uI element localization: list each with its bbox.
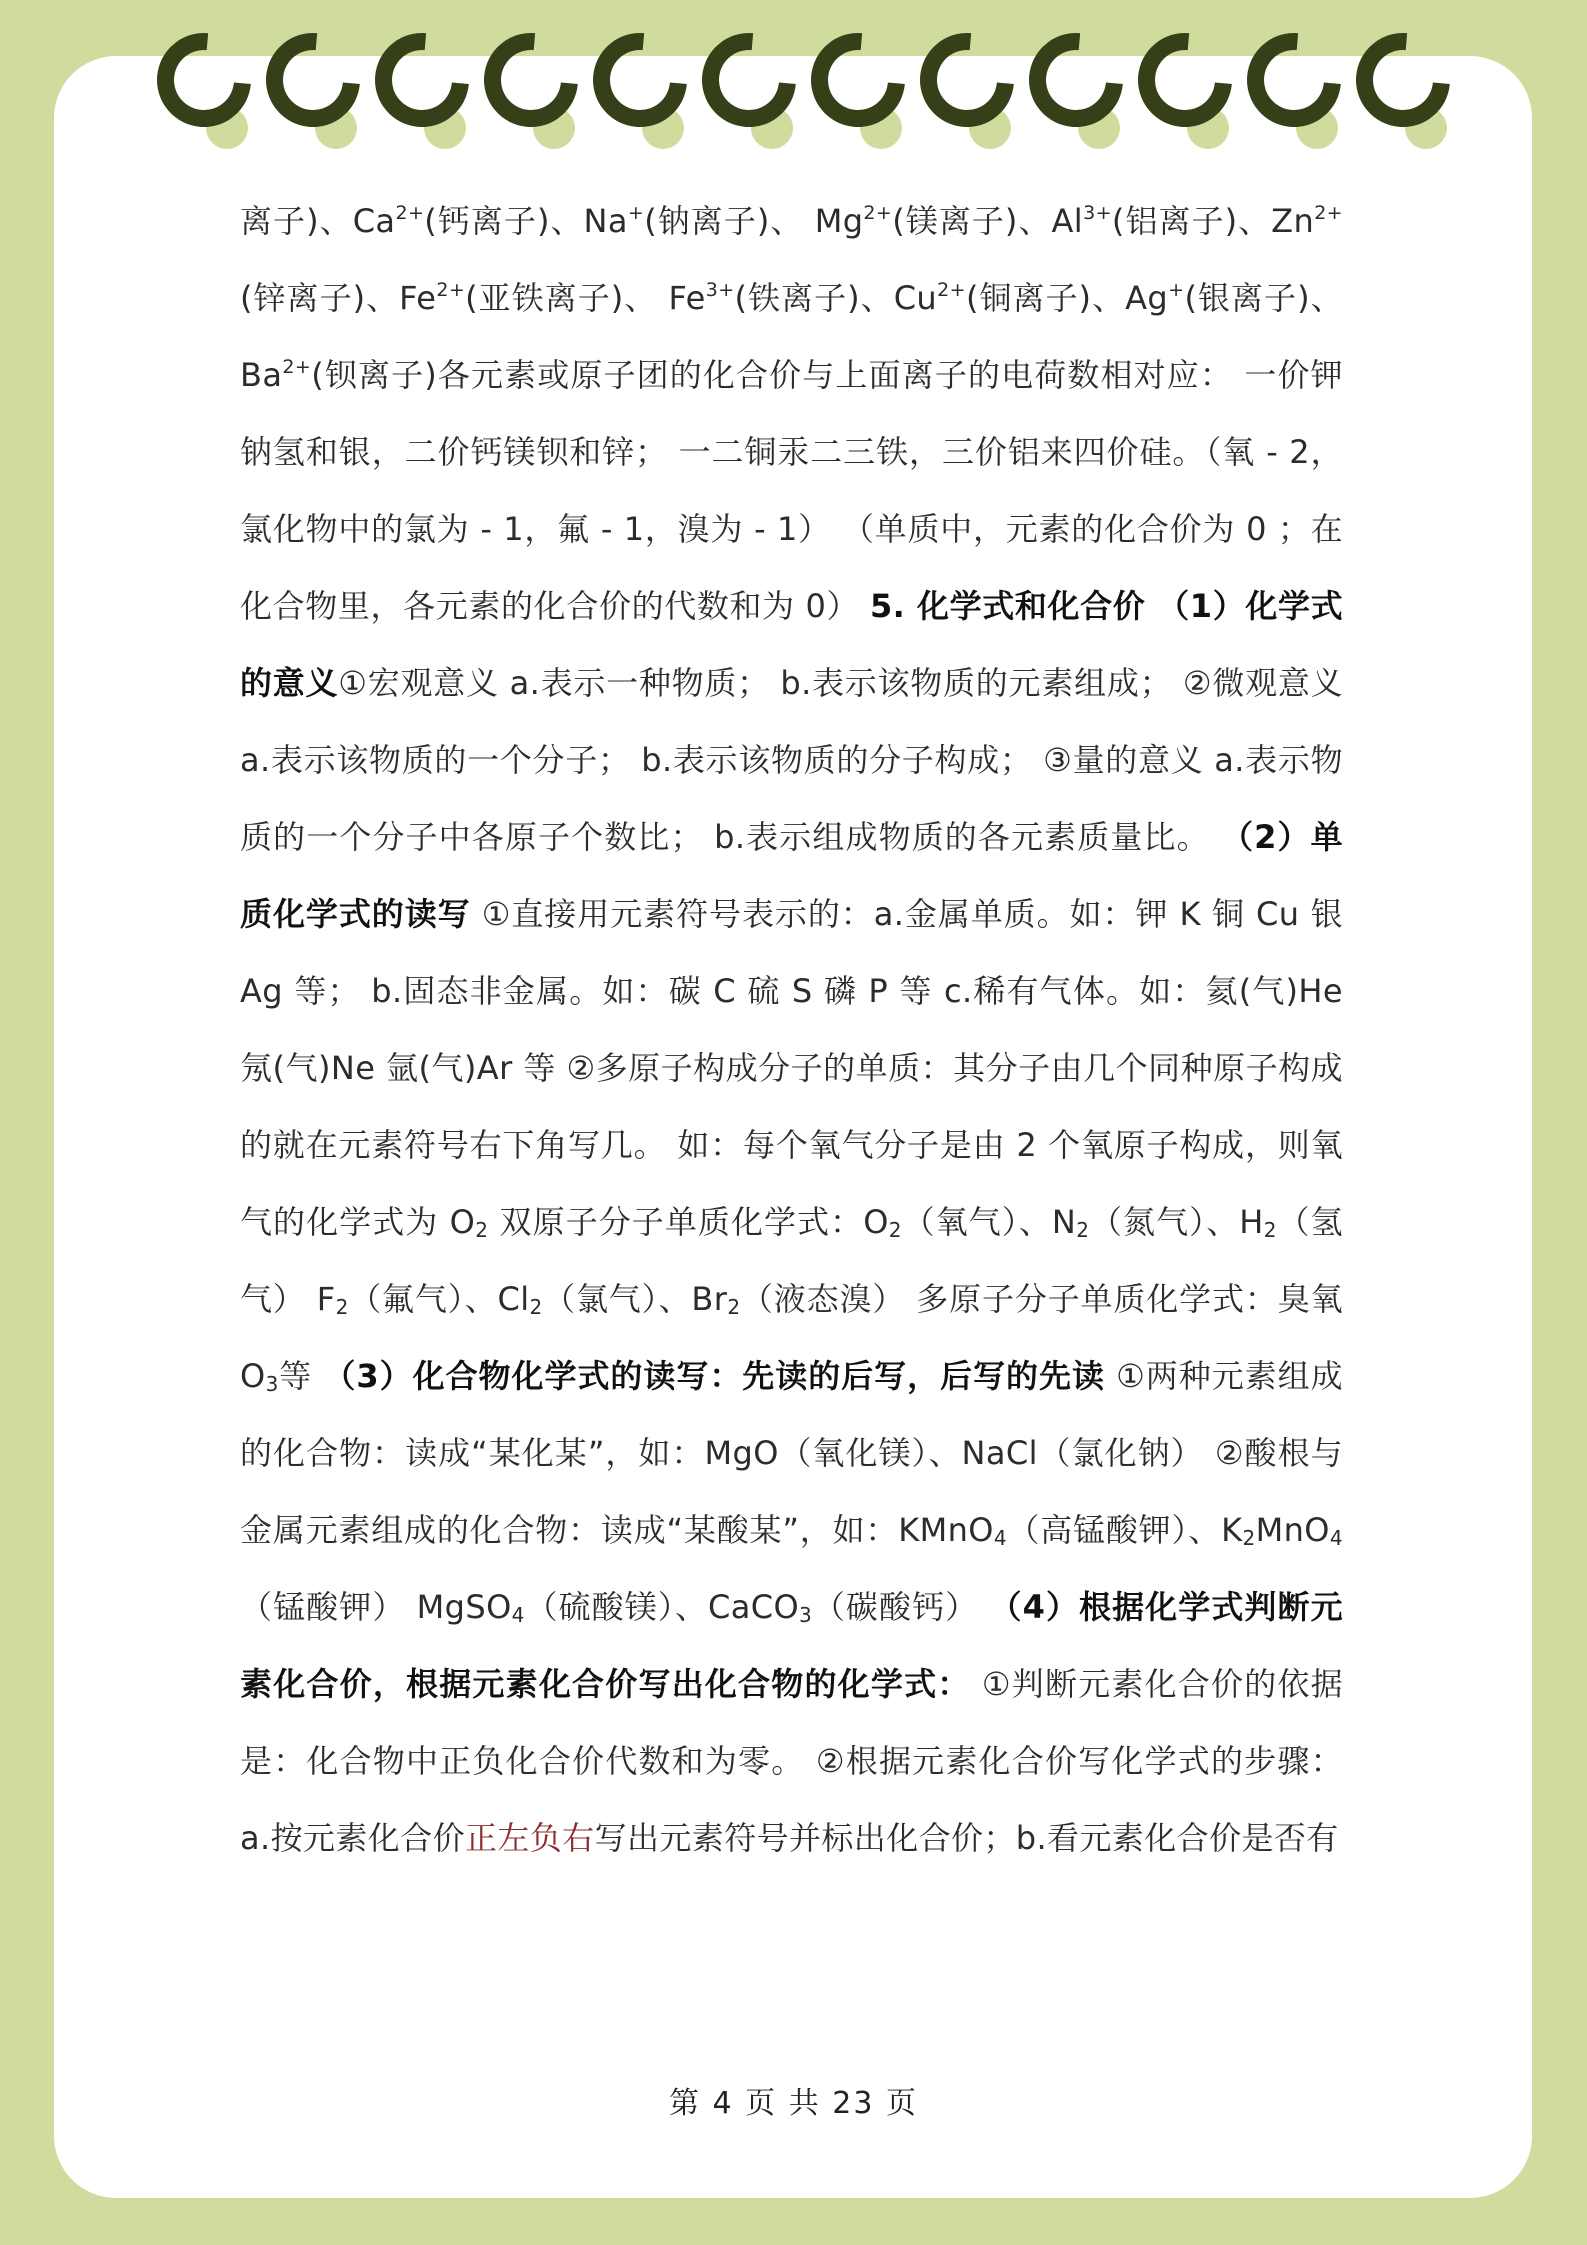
text-run: ①判断元素化合价的依据是：化合物中正负化合价代数和为零。 ②根据元素化合价写化学式的步骤： a.按元素化合价: [240, 1665, 1343, 1857]
text-run: （碳酸钙）: [812, 1588, 979, 1626]
binder-ring: [1247, 33, 1339, 125]
text-run: （氯气）、Br: [542, 1280, 728, 1318]
text-run: （氧气）、N: [901, 1203, 1077, 1241]
text-run: 双原子分子单质化学式：O: [488, 1203, 889, 1241]
text-run: ①两种元素组成的化合物：读成“某化某”，如：MgO（氧化镁）、NaCl（氯化钠） ②酸根与金属元素组成的化合物：读成“某酸某”，如：KMnO: [240, 1357, 1344, 1549]
text-run: （氟气）、Cl: [348, 1280, 530, 1318]
text-run: (银离子)、: [1184, 279, 1343, 317]
bold-heading: （4）根据化学式判断元素化合价，根据元素化合价写出化合物的化学式：: [240, 1588, 1343, 1703]
subscript: 2: [529, 1295, 543, 1319]
text-run: (亚铁离子)、 Fe: [465, 279, 706, 317]
binder-ring: [811, 33, 903, 125]
text-run: （硫酸镁）、CaCO: [524, 1588, 800, 1626]
binder-ring: [1138, 33, 1230, 125]
text-run: Ag: [1125, 279, 1169, 317]
subscript: 2: [727, 1295, 741, 1319]
superscript: 2+: [863, 202, 893, 224]
text-run: Ca: [352, 202, 396, 240]
text-run: (锌离子)、: [240, 279, 400, 317]
subscript: 4: [993, 1526, 1007, 1550]
superscript: 2+: [937, 279, 966, 301]
text-run: 写出元素符号并标出化合价；b.看元素化合价是否有: [594, 1819, 1339, 1857]
text-run: Cu: [893, 279, 938, 317]
text-run: MnO: [1255, 1511, 1330, 1549]
superscript: 2+: [282, 356, 312, 378]
text-run: (钠离子)、 Mg: [644, 202, 864, 240]
subscript: 4: [511, 1603, 525, 1627]
superscript: 2+: [395, 202, 425, 224]
subscript: 3: [799, 1603, 813, 1627]
text-run: （高锰酸钾）、K: [1006, 1511, 1243, 1549]
text-run: 离子)、: [240, 202, 353, 240]
text-run: Na: [583, 202, 628, 240]
superscript: 3+: [1083, 202, 1112, 224]
text-run: Fe: [399, 279, 437, 317]
text-run: （氮气）、H: [1089, 1203, 1264, 1241]
text-run: (铝离子)、: [1111, 202, 1272, 240]
superscript: +: [1168, 279, 1185, 301]
text-run: 等: [278, 1357, 313, 1395]
text-run: ①宏观意义 a.表示一种物质； b.表示该物质的元素组成； ②微观意义 a.表示该物质的一个分子； b.表示该物质的分子构成； ③量的意义 a.表示物质的一个分子中各原子个数比； b.表示组成物质的各元素质量比。: [240, 664, 1343, 856]
subscript: 2: [1263, 1218, 1277, 1242]
superscript: 2+: [436, 279, 466, 301]
binder-ring: [375, 33, 467, 125]
subscript: 2: [1242, 1526, 1256, 1550]
text-run: （氢气） F: [240, 1203, 1344, 1318]
text-run: （锰酸钾） MgSO: [240, 1588, 512, 1626]
binder-ring: [593, 33, 685, 125]
text-run: Ba: [240, 356, 283, 394]
bold-heading: （2）单质化学式的读写: [240, 818, 1344, 933]
binder-ring: [157, 33, 249, 125]
text-run: (铜离子)、: [965, 279, 1126, 317]
binder-ring: [1029, 33, 1121, 125]
text-run: (钙离子)、: [424, 202, 584, 240]
highlight-text: 正左负右: [464, 1819, 595, 1857]
binder-ring: [702, 33, 794, 125]
text-run: （液态溴） 多原子分子单质化学式：臭氧 O: [240, 1280, 1343, 1395]
superscript: +: [627, 202, 645, 224]
page-number: 第 4 页 共 23 页: [669, 2086, 918, 2121]
subscript: 2: [1076, 1218, 1090, 1242]
text-run: (铁离子)、: [734, 279, 894, 317]
text-run: Zn: [1271, 202, 1315, 240]
binder-ring: [920, 33, 1012, 125]
subscript: 2: [335, 1295, 349, 1319]
body-text: [240, 183, 1343, 1877]
subscript: 4: [1329, 1526, 1343, 1550]
binder-ring: [266, 33, 358, 125]
subscript: 2: [475, 1218, 489, 1242]
binder-ring: [484, 33, 576, 125]
text-run: ①直接用元素符号表示的：a.金属单质。如：钾 K 铜 Cu 银 Ag 等； b.固态非金属。如：碳 C 硫 S 磷 P 等 c.稀有气体。如：氦(气)He 氖(气)Ne 氩(气)Ar 等 ②多原子构成分子的单质：其分子由几个同种原子构成的就在元素符号右下角写几。 如：每个氧气分子是由 2 个氧原子构成，则氧气的化学式为 O: [240, 895, 1344, 1241]
text-run: Al: [1051, 202, 1084, 240]
bold-heading: （3）化合物化学式的读写：先读的后写，后写的先读: [323, 1357, 1105, 1395]
text-run: (钡离子)各元素或原子团的化合价与上面离子的电荷数相对应： 一价钾钠氢和银，二价钙镁钡和锌； 一二铜汞二三铁，三价铝来四价硅。（氧 - 2，氯化物中的氯为 - 1，氟 - 1，溴为 - 1） （单质中，元素的化合价为 0 ；在化合物里，各元素的化合价的代数和为 0）: [240, 356, 1343, 625]
superscript: 3+: [705, 279, 735, 301]
text-run: (镁离子)、: [892, 202, 1052, 240]
bold-heading: 5. 化学式和化合价 （1）化学式的意义: [240, 587, 1343, 702]
subscript: 3: [265, 1372, 279, 1396]
superscript: 2+: [1314, 202, 1343, 224]
subscript: 2: [888, 1218, 902, 1242]
binder-ring: [1356, 33, 1448, 125]
